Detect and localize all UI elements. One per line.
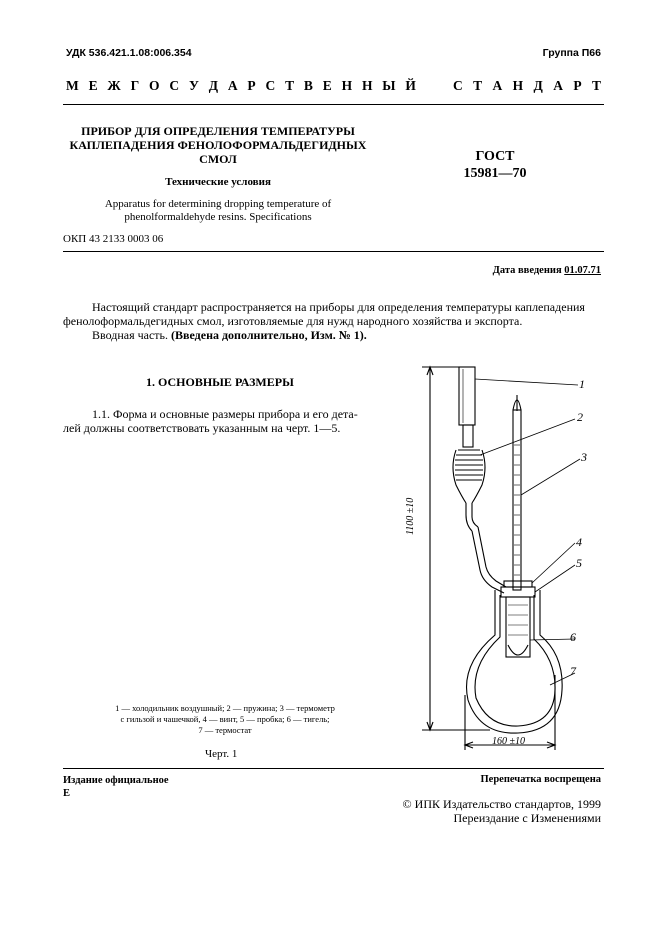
banner-rule xyxy=(63,104,604,105)
banner-left-letter: Ж xyxy=(107,78,121,93)
banner-left-letter: Й xyxy=(405,78,416,93)
intro-line-1: Настоящий стандарт распространяется на приборы для определения температуры каплепадения xyxy=(92,300,585,314)
part-label-5: 5 xyxy=(576,556,582,570)
item-line-1: 1.1. Форма и основные размеры прибора и его дета- xyxy=(92,407,358,421)
part-label-4: 4 xyxy=(576,535,582,549)
title-rule xyxy=(63,251,604,252)
reissue-line: Переиздание с Изменениями xyxy=(453,811,601,825)
legend-line-3: 7 — термостат xyxy=(198,725,252,735)
section-item-1-1 xyxy=(63,407,393,435)
gost-designation xyxy=(440,148,550,182)
effective-date-label: Дата введения xyxy=(492,265,562,276)
subtitle: Технические условия xyxy=(165,176,271,188)
banner-left-letter: С xyxy=(265,78,276,93)
banner-right-letter: Н xyxy=(512,78,524,93)
english-title xyxy=(63,198,373,224)
effective-date xyxy=(493,265,601,276)
banner-left-letter: Р xyxy=(247,78,256,93)
legend-line-1: 1 — холодильник воздушный; 2 — пружина; 3 — термометр xyxy=(115,703,335,713)
amendment-note: (Введена дополнительно, Изм. № 1). xyxy=(171,328,367,342)
height-dimension-label: 1100 ±10 xyxy=(405,497,416,535)
air-cooler xyxy=(459,367,475,425)
banner-left xyxy=(66,78,416,94)
banner-left-letter: Н xyxy=(361,78,373,93)
banner-left-letter: У xyxy=(188,78,199,93)
english-title-line-2: phenolformaldehyde resins. Specifications xyxy=(124,211,312,223)
section-heading: 1. ОСНОВНЫЕ РАЗМЕРЫ xyxy=(146,375,294,389)
edition-letter: Е xyxy=(63,788,71,799)
footer-rule xyxy=(63,768,604,769)
banner-left-letter: Ы xyxy=(382,78,396,93)
banner-left-letter: Е xyxy=(322,78,332,93)
udk-code: УДК 536.421.1.08:006.354 xyxy=(66,47,192,59)
reprint-notice: Перепечатка воспрещена xyxy=(480,774,601,785)
intro-text: Вводная часть. xyxy=(92,328,169,342)
banner-left-letter: М xyxy=(66,78,79,93)
banner-left-letter: Е xyxy=(88,78,98,93)
part-label-7: 7 xyxy=(570,664,576,678)
title-line-3: СМОЛ xyxy=(199,152,237,166)
legend-line-2: с гильзой и чашечкой, 4 — винт, 5 — пробка; 6 — тигель; xyxy=(120,714,330,724)
official-edition xyxy=(63,774,169,800)
banner-left-letter: С xyxy=(169,78,180,93)
okp-code: ОКП 43 2133 0003 06 xyxy=(63,233,164,245)
width-dimension-label: 160 ±10 xyxy=(492,736,525,747)
part-label-1: 1 xyxy=(579,377,585,391)
screw xyxy=(504,581,532,587)
copyright-line: © ИПК Издательство стандартов, 1999 xyxy=(402,797,601,811)
banner-right-letter: Т xyxy=(473,78,483,93)
banner-right-letter: А xyxy=(492,78,503,93)
banner-right xyxy=(453,78,601,94)
part-label-6: 6 xyxy=(570,630,576,644)
banner-right-letter: А xyxy=(553,78,563,93)
item-line-2: лей должны соответствовать указанным на черт. 1—5. xyxy=(63,421,341,435)
intro-paragraph xyxy=(63,300,604,342)
publisher-info xyxy=(403,797,601,825)
banner-right-letter: С xyxy=(453,78,463,93)
gost-number: 15981—70 xyxy=(463,166,527,181)
official-edition-label: Издание официальное xyxy=(63,775,169,786)
spring xyxy=(455,450,483,480)
banner-left-letter: Д xyxy=(208,78,218,93)
effective-date-value: 01.07.71 xyxy=(564,265,601,276)
intro-line-3 xyxy=(63,328,604,342)
apparatus-drawing xyxy=(400,355,600,760)
banner-right-letter: Т xyxy=(591,78,601,93)
english-title-line-1: Apparatus for determining dropping temperature of xyxy=(104,198,332,210)
gost-label: ГОСТ xyxy=(475,149,515,164)
banner-left-letter: О xyxy=(149,78,160,93)
thermometer xyxy=(513,410,521,590)
intro-line-2: фенолоформальдегидных смол, изготовляемые для нужд народного хозяйства и экспорта. xyxy=(63,314,523,328)
standard-banner xyxy=(66,78,601,94)
part-label-3: 3 xyxy=(581,450,587,464)
title-line-1: ПРИБОР ДЛЯ ОПРЕДЕЛЕНИЯ ТЕМПЕРАТУРЫ xyxy=(81,124,355,138)
document-title xyxy=(63,124,373,166)
banner-left-letter: А xyxy=(227,78,238,93)
part-label-2: 2 xyxy=(577,410,583,424)
figure-legend xyxy=(80,703,370,736)
figure-caption: Черт. 1 xyxy=(205,748,238,760)
banner-left-letter: Г xyxy=(130,78,140,93)
banner-right-letter: Р xyxy=(573,78,582,93)
banner-left-letter: В xyxy=(303,78,313,93)
banner-left-letter: Т xyxy=(285,78,295,93)
group-code: Группа П66 xyxy=(542,47,601,59)
plug xyxy=(501,587,535,597)
banner-left-letter: Н xyxy=(341,78,353,93)
title-line-2: КАПЛЕПАДЕНИЯ ФЕНОЛОФОРМАЛЬДЕГИДНЫХ xyxy=(69,138,367,152)
banner-right-letter: Д xyxy=(533,78,543,93)
